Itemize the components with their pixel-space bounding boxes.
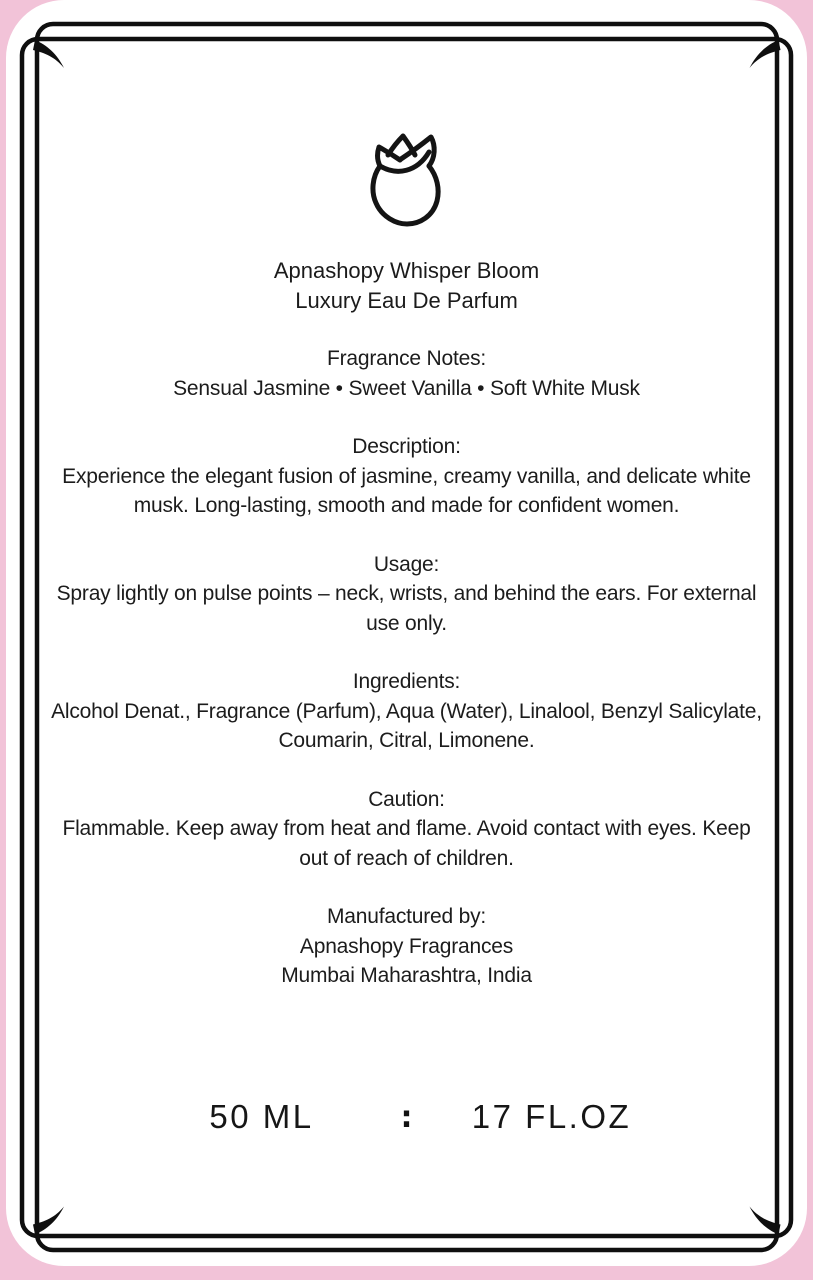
manufactured-by-heading: Manufactured by:: [326, 905, 487, 928]
section-caution: [0, 785, 813, 874]
rose-icon-wrap: [0, 132, 813, 228]
fragrance-notes-text: Sensual Jasmine • Sweet Vanilla • Soft White Musk: [173, 376, 640, 400]
section-ingredients: [0, 667, 813, 756]
description-heading: Description:: [352, 435, 461, 458]
manufacturer-location: Mumbai Maharashtra, India: [281, 964, 532, 987]
rose-icon: [367, 132, 447, 228]
volume-row: [0, 1098, 813, 1136]
usage-heading: Usage:: [373, 552, 440, 576]
volume-ml: 50 ML: [209, 1098, 314, 1135]
description-text: Experience the elegant fusion of jasmine, creamy vanilla, and delicate white musk. Long-lasting, smooth and made for confident women.: [62, 464, 751, 517]
manufacturer-name: Apnashopy Fragrances: [299, 934, 514, 958]
ingredients-text: Alcohol Denat., Fragrance (Parfum), Aqua (Water), Linalool, Benzyl Salicylate, Coumarin, Citral, Limonene.: [51, 699, 762, 752]
section-description: [0, 432, 813, 521]
product-title: [0, 256, 813, 315]
volume-separator: :: [400, 1099, 413, 1135]
section-manufactured-by: [0, 902, 813, 991]
volume-floz: 17 FL.OZ: [471, 1098, 632, 1135]
section-usage: [0, 550, 813, 639]
section-fragrance-notes: [0, 344, 813, 403]
product-title-line1: Apnashopy Whisper Bloom: [273, 258, 540, 283]
caution-heading: Caution:: [368, 787, 445, 811]
ingredients-heading: Ingredients:: [352, 670, 461, 693]
usage-text: Spray lightly on pulse points – neck, wrists, and behind the ears. For external use only.: [56, 582, 757, 635]
fragrance-notes-heading: Fragrance Notes:: [326, 347, 487, 370]
product-title-line2: Luxury Eau De Parfum: [295, 287, 518, 313]
caution-text: Flammable. Keep away from heat and flame. Avoid contact with eyes. Keep out of reach of children.: [62, 817, 751, 870]
volume-grid: [127, 1098, 687, 1136]
